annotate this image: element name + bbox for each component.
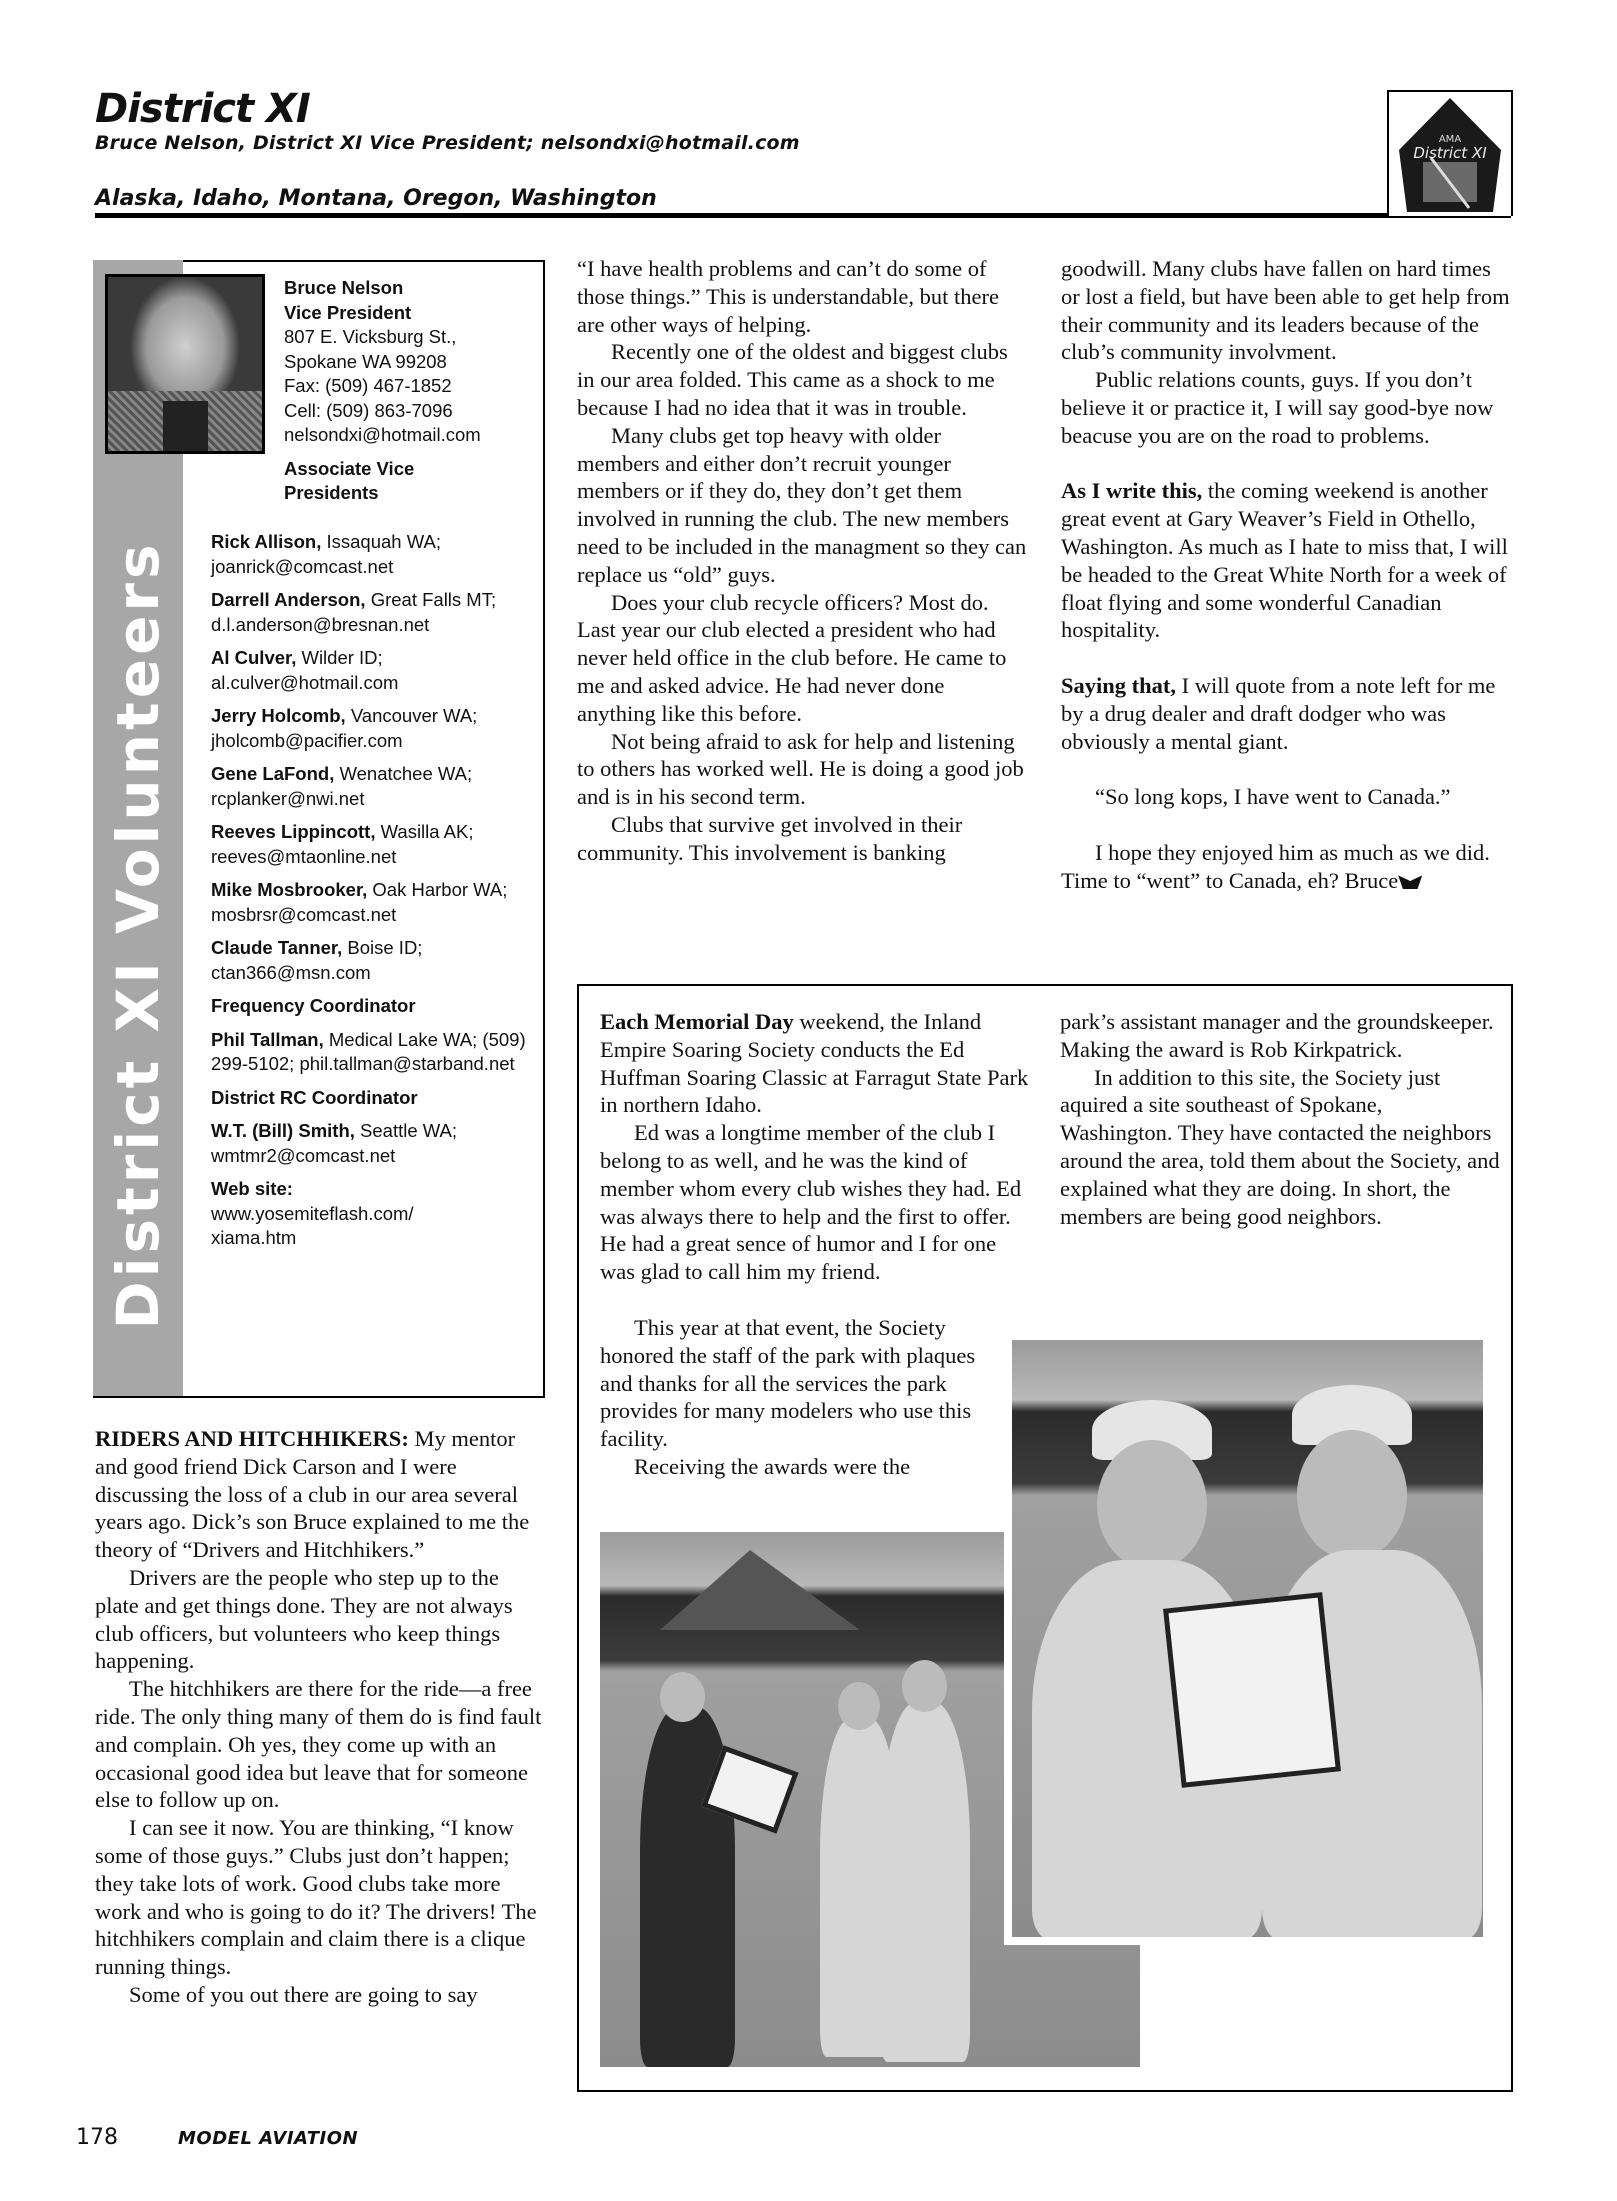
svg-text:District XI: District XI <box>1413 144 1487 162</box>
avp-list <box>211 530 541 1251</box>
box-column-right: park’s assistant manager and the groundskeeper. Making the award is Rob Kirkpatrick. In addition to this site, the Society just aquired a site southeast of Spokane, Washington. They have contacted the neighbors around the area, told them about the Society, and explained what they are doing. In short, the members are being good neighbors. <box>1060 1009 1500 1229</box>
page-subtitle: Bruce Nelson, District XI Vice President; nelsondxi@hotmail.com <box>95 132 800 154</box>
avp-entry: Claude Tanner, Boise ID; ctan366@msn.com <box>211 937 423 983</box>
closing: I hope they enjoyed him as much as we did. Time to “went” to Canada, eh? Bruce <box>1061 839 1490 893</box>
box-column-left: Each Memorial Day weekend, the Inland Empire Soaring Society conducts the Ed Huffman Soaring Classic at Farragut State Park in northern Idaho. Ed was a longtime member of the club I belong to as well, and he was the kind of member whom every club wishes they had. Ed was always there to help and the first to offer. He had a great sence of humor and I for one was glad to call him my friend. <box>600 1009 1029 1285</box>
vp-address-line1: 807 E. Vicksburg St., <box>284 326 457 347</box>
frequency-heading: Frequency Coordinator <box>211 995 416 1016</box>
website-link[interactable]: www.yosemiteflash.com/ xiama.htm <box>211 1202 414 1248</box>
page-number: 178 <box>76 2125 118 2150</box>
vp-contact <box>284 276 534 506</box>
sidebar-strip-title: District XI Volunteers <box>104 540 172 1330</box>
avp-entry: Reeves Lippincott, Wasilla AK; reeves@mtaonline.net <box>211 821 474 867</box>
magazine-name: MODEL AVIATION <box>178 2128 359 2149</box>
article-column-middle: “I have health problems and can’t do some of those things.” This is understandable, but there are other ways of helping. Recently one of the oldest and biggest clubs in our area folded. This came as a shock to me because I had no idea that it was in trouble. Many clubs get top heavy with older members and either don’t recruit younger members or if they do, they don’t get them involved in running the club. The new members need to be included in the managment so they can replace us “old” guys. Does your club recycle officers? Most do. Last year our club elected a president who had never held office in the club before. He came to me and asked advice. He had never done anything like this before. Not being afraid to ask for help and listening to others has worked well. He is doing a good job and is in his second term. Clubs that survive get involved in their community. This involvement is banking <box>577 256 1027 865</box>
vp-email[interactable]: nelsondxi@hotmail.com <box>284 424 481 445</box>
header-rule <box>95 213 1511 218</box>
svg-text:AMA: AMA <box>1438 134 1462 145</box>
avp-entry: Darrell Anderson, Great Falls MT; d.l.anderson@bresnan.net <box>211 589 497 635</box>
avp-entry: Jerry Holcomb, Vancouver WA; jholcomb@pacifier.com <box>211 705 478 751</box>
rc-coordinator: W.T. (Bill) Smith, Seattle WA; wmtmr2@comcast.net <box>211 1120 458 1166</box>
vp-name: Bruce Nelson <box>284 277 404 298</box>
avp-entry: Rick Allison, Issaquah WA; joanrick@comcast.net <box>211 531 441 577</box>
website-heading: Web site: <box>211 1178 293 1199</box>
avp-heading: Associate Vice Presidents <box>284 457 415 503</box>
article-column-right: goodwill. Many clubs have fallen on hard times or lost a field, but have been able to get help from their community and its leaders because of the club’s community involvment. Public relations counts, guys. If you don’t believe it or practice it, I will say good-bye now beacuse you are on the road to problems. As I write this, the coming weekend is another great event at Gary Weaver’s Field in Othello, Washington. As much as I hate to miss that, I will be headed to the Great White North for a week of float flying and some wonderful Canadian hospitality. Saying that, I will quote from a note left for me by a drug dealer and draft dodger who was obviously a mental giant. “So long kops, I have went to Canada.” I hope they enjoyed him as much as we did. Time to “went” to Canada, eh? Bruce <box>1061 256 1510 893</box>
vp-fax: Fax: (509) 467-1852 <box>284 375 452 396</box>
ama-district-badge-icon <box>1389 92 1511 216</box>
vp-role: Vice President <box>284 301 412 323</box>
district-logo <box>1387 90 1513 216</box>
vp-address-line2: Spokane WA 99208 <box>284 350 447 372</box>
frequency-coordinator: Phil Tallman, Medical Lake WA; (509) 299-5102; phil.tallman@starband.net <box>211 1028 526 1074</box>
quote: “So long kops, I have went to Canada.” <box>1095 784 1451 810</box>
ama-end-mark-icon <box>1398 875 1422 889</box>
article-column-left: RIDERS AND HITCHHIKERS: My mentor and good friend Dick Carson and I were discussing the loss of a club in our area several years ago. Dick’s son Bruce explained to me the theory of “Drivers and Hitchhikers.” Drivers are the people who step up to the plate and get things done. They are not always club officers, but volunteers who keep things happening. The hitchhikers are there for the ride—a free ride. The only thing many of them do is find fault and complain. Oh yes, they come up with an occasional good idea but leave that for someone else to follow up on. I can see it now. You are thinking, “I know some of those guys.” Clubs just don’t happen; they take lots of work. Good clubs take more work and who is going to do it? The drivers! The hitchhikers complain and claim there is a clique running things. Some of you out there are going to say <box>95 1426 542 2007</box>
avp-entry: Mike Mosbrooker, Oak Harbor WA; mosbrsr@comcast.net <box>211 879 508 925</box>
award-presentation-photo <box>1004 1332 1491 1945</box>
avp-entry: Al Culver, Wilder ID; al.culver@hotmail.com <box>211 647 399 693</box>
rc-heading: District RC Coordinator <box>211 1086 418 1108</box>
district-states: Alaska, Idaho, Montana, Oregon, Washington <box>95 186 657 211</box>
vice-president-photo <box>105 274 265 454</box>
vp-cell: Cell: (509) 863-7096 <box>284 399 453 421</box>
avp-entry: Gene LaFond, Wenatchee WA; rcplanker@nwi.net <box>211 763 473 809</box>
page-title: District XI <box>95 86 310 132</box>
